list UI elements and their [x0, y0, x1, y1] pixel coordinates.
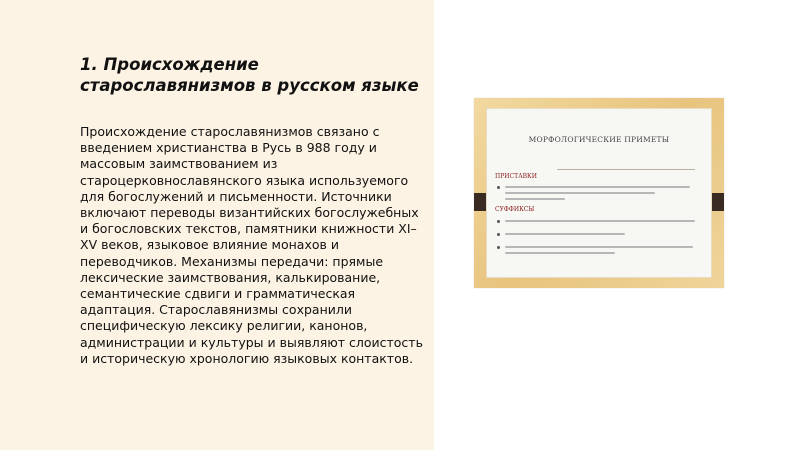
image-text-line	[505, 233, 625, 235]
image-text-line	[505, 192, 655, 194]
image-text-line	[505, 220, 695, 222]
image-bullet	[497, 220, 500, 223]
image-text-line	[505, 198, 565, 200]
frame-tab-right	[712, 193, 724, 211]
image-divider	[557, 169, 695, 170]
slide-image	[474, 98, 724, 288]
slide-title: 1. Происхождение старославянизмов в русском языке	[80, 55, 419, 95]
image-text-line	[505, 186, 690, 188]
image-text-line	[505, 252, 615, 254]
image-section-suffixes: СУФФИКСЫ	[495, 206, 535, 213]
image-bullet	[497, 233, 500, 236]
frame-tab-left	[474, 193, 486, 211]
image-bullet	[497, 246, 500, 249]
slide-body-text: Происхождение старославянизмов связано с введением христианства в Русь в 988 году и массовым заимствованием из староцерковнославянского языка используемого для богослужений и письменности. Источники включают переводы византийских богослужебных и богословских текстов, памятники книжности XI–XV веков, языковое влияние монахов и переводчиков. Механизмы передачи: прямые лексические заимствования, калькирование, семантические сдвиги и грамматическая адаптация. Старославянизмы сохранили специфическую лексику религии, канонов, администрации и культуры и выявляют слоистость и историческую хронологию языковых контактов.	[80, 124, 423, 366]
image-heading: МОРФОЛОГИЧЕСКИЕ ПРИМЕТЫ	[528, 135, 670, 144]
image-section-prefixes: ПРИСТАВКИ	[495, 173, 537, 180]
image-text-line	[505, 246, 693, 248]
image-bullet	[497, 186, 500, 189]
image-card	[486, 108, 712, 278]
